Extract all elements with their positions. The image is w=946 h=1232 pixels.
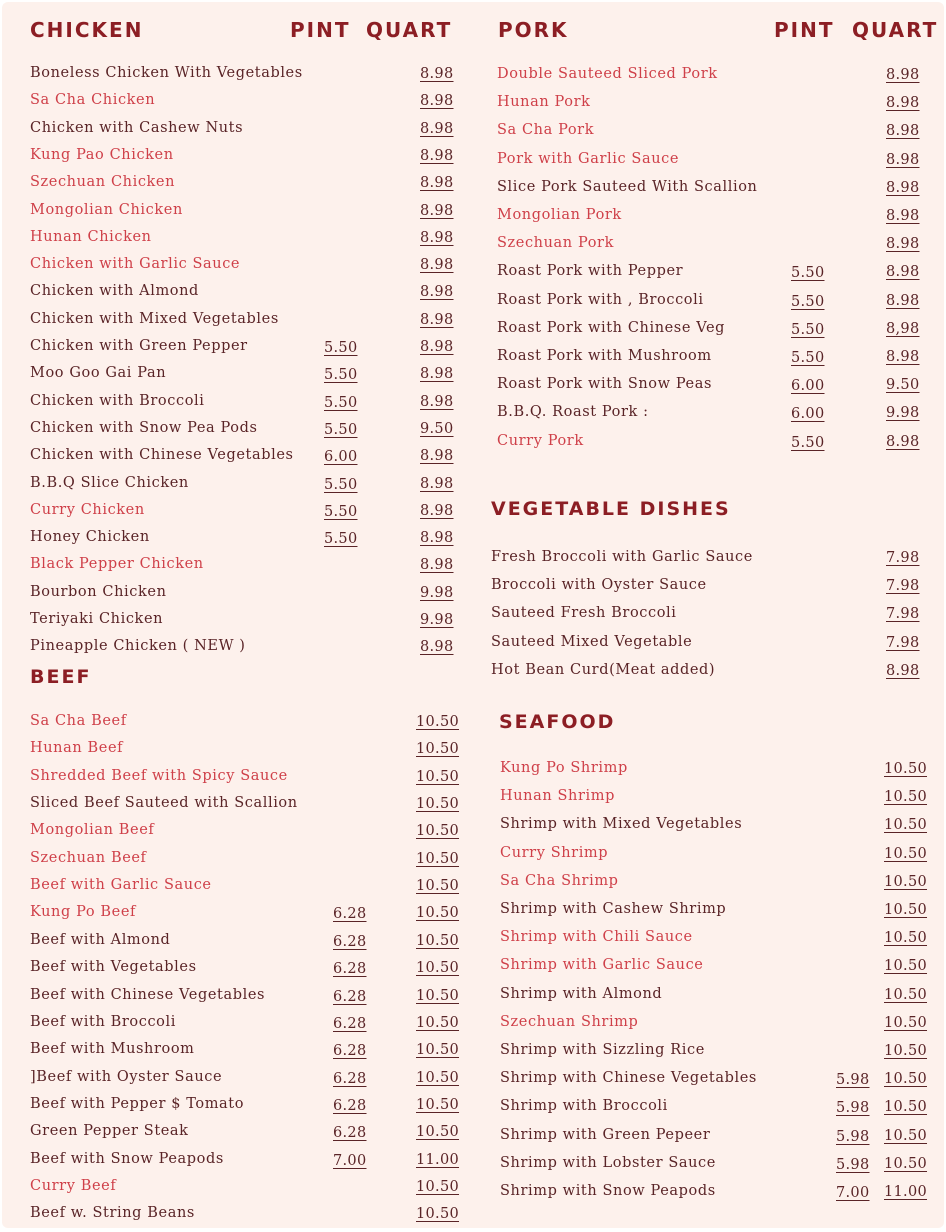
chicken-item-quart-price: 8.98 (420, 229, 454, 246)
seafood-item-pint-price: 5.98 (836, 1156, 870, 1173)
beef-item-quart-price: 10.50 (416, 1096, 460, 1113)
chicken-item-name: Chicken with Green Pepper (30, 338, 248, 354)
pork-item-quart-price: 8.98 (886, 433, 920, 450)
seafood-item-name: Shrimp with Green Pepeer (500, 1126, 711, 1143)
chicken-item-pint-price: 5.50 (324, 367, 358, 384)
seafood-item-quart-price: 10.50 (884, 1155, 928, 1172)
chicken-item-quart-price: 8.98 (420, 639, 454, 656)
seafood-section-title: SEAFOOD (499, 711, 616, 733)
chicken-item-quart-price: 8.98 (420, 339, 454, 355)
seafood-item-quart-price: 10.50 (884, 986, 928, 1003)
chicken-item-name: Chicken with Garlic Sauce (30, 256, 241, 273)
pork-item-quart-price: 8.98 (886, 349, 920, 365)
pork-item-quart-price: 8.98 (886, 67, 920, 83)
seafood-item-quart-price: 10.50 (884, 1099, 928, 1116)
chicken-item-name: Sa Cha Chicken (30, 92, 156, 109)
seafood-item-quart-price: 10.50 (884, 902, 928, 918)
beef-item-quart-price: 10.50 (416, 1014, 460, 1031)
chicken-item-pint-price: 5.50 (324, 340, 358, 356)
chicken-item-quart-price: 8.98 (420, 448, 454, 465)
chicken-item-name: Szechuan Chicken (30, 174, 176, 191)
seafood-item-quart-price: 10.50 (884, 817, 928, 834)
chicken-item-name: Bourbon Chicken (30, 583, 167, 600)
beef-item-name: Curry Beef (30, 1177, 117, 1194)
chicken-item-name: Chicken with Snow Pea Pods (30, 419, 258, 436)
pork-item-pint-price: 5.50 (791, 265, 825, 282)
vegetable-item-quart-price: 7.98 (886, 606, 920, 623)
beef-item-quart-price: 10.50 (416, 714, 460, 730)
beef-item-pint-price: 6.28 (333, 1043, 367, 1060)
pork-item-pint-price: 5.50 (791, 350, 825, 366)
chicken-item-quart-price: 8.98 (420, 202, 454, 219)
chicken-item-name: Moo Goo Gai Pan (30, 365, 167, 382)
chicken-item-name: Mongolian Chicken (30, 201, 183, 218)
beef-item-name: Beef with Garlic Sauce (30, 877, 212, 894)
pork-item-pint-price: 5.50 (791, 321, 825, 338)
seafood-item-quart-price: 10.50 (884, 1071, 928, 1088)
seafood-item-pint-price: 7.00 (836, 1185, 870, 1201)
beef-item-name: Kung Po Beef (30, 904, 136, 921)
beef-item-quart-price: 10.50 (416, 1069, 460, 1086)
pork-section-title: PORK (498, 18, 569, 42)
pork-item-name: Roast Pork with Mushroom (497, 348, 712, 364)
seafood-item-name: Shrimp with Snow Peapods (500, 1183, 716, 1199)
chicken-item-quart-price: 8.98 (420, 557, 454, 574)
pork-item-quart-price: 8.98 (886, 264, 920, 281)
pork-item-quart-price: 9.98 (886, 405, 920, 422)
pork-item-quart-price: 8.98 (886, 208, 920, 224)
chicken-item-pint-price: 5.50 (324, 421, 358, 438)
beef-item-name: Sa Cha Beef (30, 713, 127, 729)
seafood-item-quart-price: 10.50 (884, 958, 928, 975)
chicken-item-quart-price: 8.98 (420, 475, 454, 492)
beef-section-title: BEEF (30, 666, 92, 688)
chicken-item-quart-price: 8.98 (420, 311, 454, 328)
beef-item-quart-price: 10.50 (416, 878, 460, 895)
vegetable-item-quart-price: 8.98 (886, 662, 920, 679)
chicken-item-name: Pineapple Chicken ( NEW ) (30, 638, 246, 655)
seafood-item-quart-price: 10.50 (884, 1014, 928, 1031)
seafood-item-quart-price: 10.50 (884, 873, 928, 890)
seafood-item-pint-price: 5.98 (836, 1128, 870, 1145)
pork-item-quart-price: 8.98 (886, 95, 920, 112)
beef-item-pint-price: 6.28 (333, 906, 367, 923)
beef-item-name: Beef with Vegetables (30, 959, 197, 976)
chicken-item-name: B.B.Q Slice Chicken (30, 474, 189, 491)
beef-item-quart-price: 10.50 (416, 796, 460, 813)
beef-item-quart-price: 10.50 (416, 1206, 460, 1223)
pork-pint-header: PINT (774, 18, 835, 42)
beef-item-pint-price: 6.28 (333, 988, 367, 1005)
vegetable-item-name: Broccoli with Oyster Sauce (491, 577, 707, 594)
chicken-item-quart-price: 8.98 (420, 366, 454, 383)
pork-item-quart-price: 8.98 (886, 151, 920, 168)
beef-item-quart-price: 10.50 (416, 905, 460, 922)
beef-item-name: ]Beef with Oyster Sauce (30, 1068, 223, 1085)
chicken-item-name: Chicken with Almond (30, 283, 199, 300)
chicken-item-name: Honey Chicken (30, 529, 150, 546)
chicken-item-quart-price: 8.98 (420, 257, 454, 274)
seafood-item-name: Shrimp with Broccoli (500, 1098, 668, 1115)
beef-item-quart-price: 10.50 (416, 987, 460, 1004)
pork-item-name: Szechuan Pork (497, 235, 614, 252)
beef-item-quart-price: 11.00 (416, 1151, 460, 1168)
beef-item-name: Beef with Pepper $ Tomato (30, 1095, 245, 1112)
chicken-item-quart-price: 8.98 (420, 530, 454, 547)
beef-item-pint-price: 6.28 (333, 1097, 367, 1114)
seafood-item-name: Shrimp with Chinese Vegetables (500, 1070, 757, 1087)
beef-item-name: Shredded Beef with Spicy Sauce (30, 767, 288, 784)
pork-item-name: B.B.Q. Roast Pork : (497, 404, 649, 421)
beef-item-pint-price: 6.28 (333, 933, 367, 950)
pork-item-name: Roast Pork with , Broccoli (497, 291, 704, 308)
pork-item-quart-price: 9.50 (886, 377, 920, 394)
seafood-item-quart-price: 10.50 (884, 845, 928, 862)
seafood-item-pint-price: 5.98 (836, 1100, 870, 1117)
chicken-item-pint-price: 5.50 (324, 531, 358, 548)
beef-item-name: Beef with Broccoli (30, 1013, 176, 1030)
seafood-item-name: Shrimp with Sizzling Rice (500, 1042, 705, 1058)
beef-item-pint-price: 7.00 (333, 1152, 367, 1169)
chicken-item-quart-price: 9.50 (420, 420, 454, 437)
pork-item-quart-price: 8.98 (886, 123, 920, 140)
beef-item-quart-price: 10.50 (416, 741, 460, 758)
chicken-item-quart-price: 8.98 (420, 147, 454, 164)
beef-item-quart-price: 10.50 (416, 1124, 460, 1141)
seafood-item-pint-price: 5.98 (836, 1072, 870, 1089)
seafood-item-quart-price: 11.00 (884, 1184, 928, 1200)
seafood-item-name: Hunan Shrimp (500, 788, 615, 805)
chicken-item-name: Teriyaki Chicken (30, 611, 164, 627)
beef-item-quart-price: 10.50 (416, 1178, 460, 1195)
pork-item-quart-price: 8,98 (886, 320, 920, 337)
pork-item-pint-price: 5.50 (791, 434, 825, 451)
chicken-item-quart-price: 8.98 (420, 502, 454, 519)
pork-item-name: Roast Pork with Snow Peas (497, 376, 713, 393)
seafood-item-name: Shrimp with Lobster Sauce (500, 1154, 716, 1171)
pork-item-pint-price: 6.00 (791, 406, 825, 423)
chicken-item-quart-price: 8.98 (420, 175, 454, 192)
chicken-pint-header: PINT (290, 18, 351, 42)
beef-item-name: Hunan Beef (30, 740, 124, 757)
beef-item-name: Beef with Mushroom (30, 1041, 195, 1058)
vegetable-item-name: Fresh Broccoli with Garlic Sauce (491, 549, 753, 565)
chicken-item-pint-price: 5.50 (324, 503, 358, 520)
menu-page (2, 2, 944, 1228)
chicken-quart-header: QUART (366, 18, 453, 42)
chicken-item-name: Hunan Chicken (30, 228, 152, 245)
beef-item-pint-price: 6.28 (333, 961, 367, 978)
pork-item-name: Roast Pork with Chinese Veg (497, 319, 726, 336)
seafood-item-quart-price: 10.50 (884, 761, 928, 777)
chicken-item-name: Curry Chicken (30, 501, 145, 518)
beef-item-quart-price: 10.50 (416, 768, 460, 785)
chicken-item-pint-price: 6.00 (324, 449, 358, 466)
chicken-item-quart-price: 9.98 (420, 612, 454, 628)
pork-item-name: Hunan Pork (497, 94, 591, 111)
seafood-item-name: Shrimp with Mixed Vegetables (500, 816, 743, 833)
pork-item-name: Curry Pork (497, 432, 584, 449)
beef-item-name: Green Pepper Steak (30, 1123, 189, 1140)
chicken-item-name: Chicken with Mixed Vegetables (30, 310, 279, 327)
chicken-section-title: CHICKEN (30, 18, 144, 42)
chicken-item-name: Kung Pao Chicken (30, 146, 174, 163)
pork-item-pint-price: 6.00 (791, 378, 825, 395)
pork-item-quart-price: 8.98 (886, 292, 920, 309)
beef-item-name: Mongolian Beef (30, 822, 155, 839)
beef-item-name: Beef w. String Beans (30, 1205, 195, 1222)
beef-item-quart-price: 10.50 (416, 823, 460, 840)
beef-item-name: Beef with Almond (30, 931, 171, 948)
chicken-item-quart-price: 8.98 (420, 393, 454, 410)
pork-item-name: Mongolian Pork (497, 207, 622, 223)
seafood-item-name: Kung Po Shrimp (500, 760, 628, 776)
chicken-item-name: Chicken with Broccoli (30, 392, 205, 409)
vegetable-item-quart-price: 7.98 (886, 634, 920, 651)
seafood-item-name: Shrimp with Almond (500, 985, 663, 1002)
seafood-item-name: Shrimp with Cashew Shrimp (500, 901, 727, 917)
beef-item-name: Szechuan Beef (30, 849, 147, 866)
beef-item-quart-price: 10.50 (416, 932, 460, 949)
pork-item-name: Double Sauteed Sliced Pork (497, 66, 718, 82)
seafood-item-quart-price: 10.50 (884, 1043, 928, 1059)
beef-item-name: Beef with Snow Peapods (30, 1150, 224, 1167)
pork-item-name: Slice Pork Sauteed With Scallion (497, 178, 758, 195)
seafood-item-name: Szechuan Shrimp (500, 1013, 639, 1030)
beef-item-name: Beef with Chinese Vegetables (30, 986, 266, 1003)
vegetable-item-quart-price: 7.98 (886, 578, 920, 595)
seafood-item-name: Sa Cha Shrimp (500, 872, 619, 889)
chicken-item-name: Chicken with Chinese Vegetables (30, 447, 294, 464)
chicken-item-name: Chicken with Cashew Nuts (30, 119, 244, 136)
chicken-item-pint-price: 5.50 (324, 476, 358, 493)
pork-item-name: Pork with Garlic Sauce (497, 150, 680, 167)
seafood-item-name: Curry Shrimp (500, 844, 609, 861)
seafood-item-quart-price: 10.50 (884, 930, 928, 947)
chicken-item-quart-price: 8.98 (420, 66, 454, 82)
pork-item-name: Sa Cha Pork (497, 122, 595, 139)
vegetable-item-name: Sauteed Mixed Vegetable (491, 633, 693, 650)
chicken-item-pint-price: 5.50 (324, 394, 358, 411)
chicken-item-quart-price: 8.98 (420, 284, 454, 301)
chicken-item-quart-price: 8.98 (420, 93, 454, 110)
beef-item-quart-price: 10.50 (416, 1042, 460, 1059)
vegetable-item-name: Hot Bean Curd(Meat added) (491, 661, 716, 678)
beef-item-quart-price: 10.50 (416, 850, 460, 867)
vegetable-item-name: Sauteed Fresh Broccoli (491, 605, 677, 622)
chicken-item-name: Black Pepper Chicken (30, 556, 204, 573)
chicken-item-quart-price: 8.98 (420, 120, 454, 137)
beef-item-pint-price: 6.28 (333, 1125, 367, 1142)
seafood-item-quart-price: 10.50 (884, 1127, 928, 1144)
vegetable-item-quart-price: 7.98 (886, 550, 920, 566)
pork-item-name: Roast Pork with Pepper (497, 263, 684, 280)
seafood-item-name: Shrimp with Garlic Sauce (500, 957, 704, 974)
seafood-item-name: Shrimp with Chili Sauce (500, 929, 693, 946)
beef-item-pint-price: 6.28 (333, 1070, 367, 1087)
beef-item-quart-price: 10.50 (416, 960, 460, 977)
chicken-item-quart-price: 9.98 (420, 584, 454, 601)
pork-quart-header: QUART (852, 18, 939, 42)
pork-item-pint-price: 5.50 (791, 293, 825, 310)
beef-item-pint-price: 6.28 (333, 1015, 367, 1032)
seafood-item-quart-price: 10.50 (884, 789, 928, 806)
pork-item-quart-price: 8.98 (886, 179, 920, 196)
pork-item-quart-price: 8.98 (886, 236, 920, 253)
chicken-item-name: Boneless Chicken With Vegetables (30, 65, 303, 81)
vegetable-section-title: VEGETABLE DISHES (491, 498, 731, 520)
beef-item-name: Sliced Beef Sauteed with Scallion (30, 795, 298, 812)
